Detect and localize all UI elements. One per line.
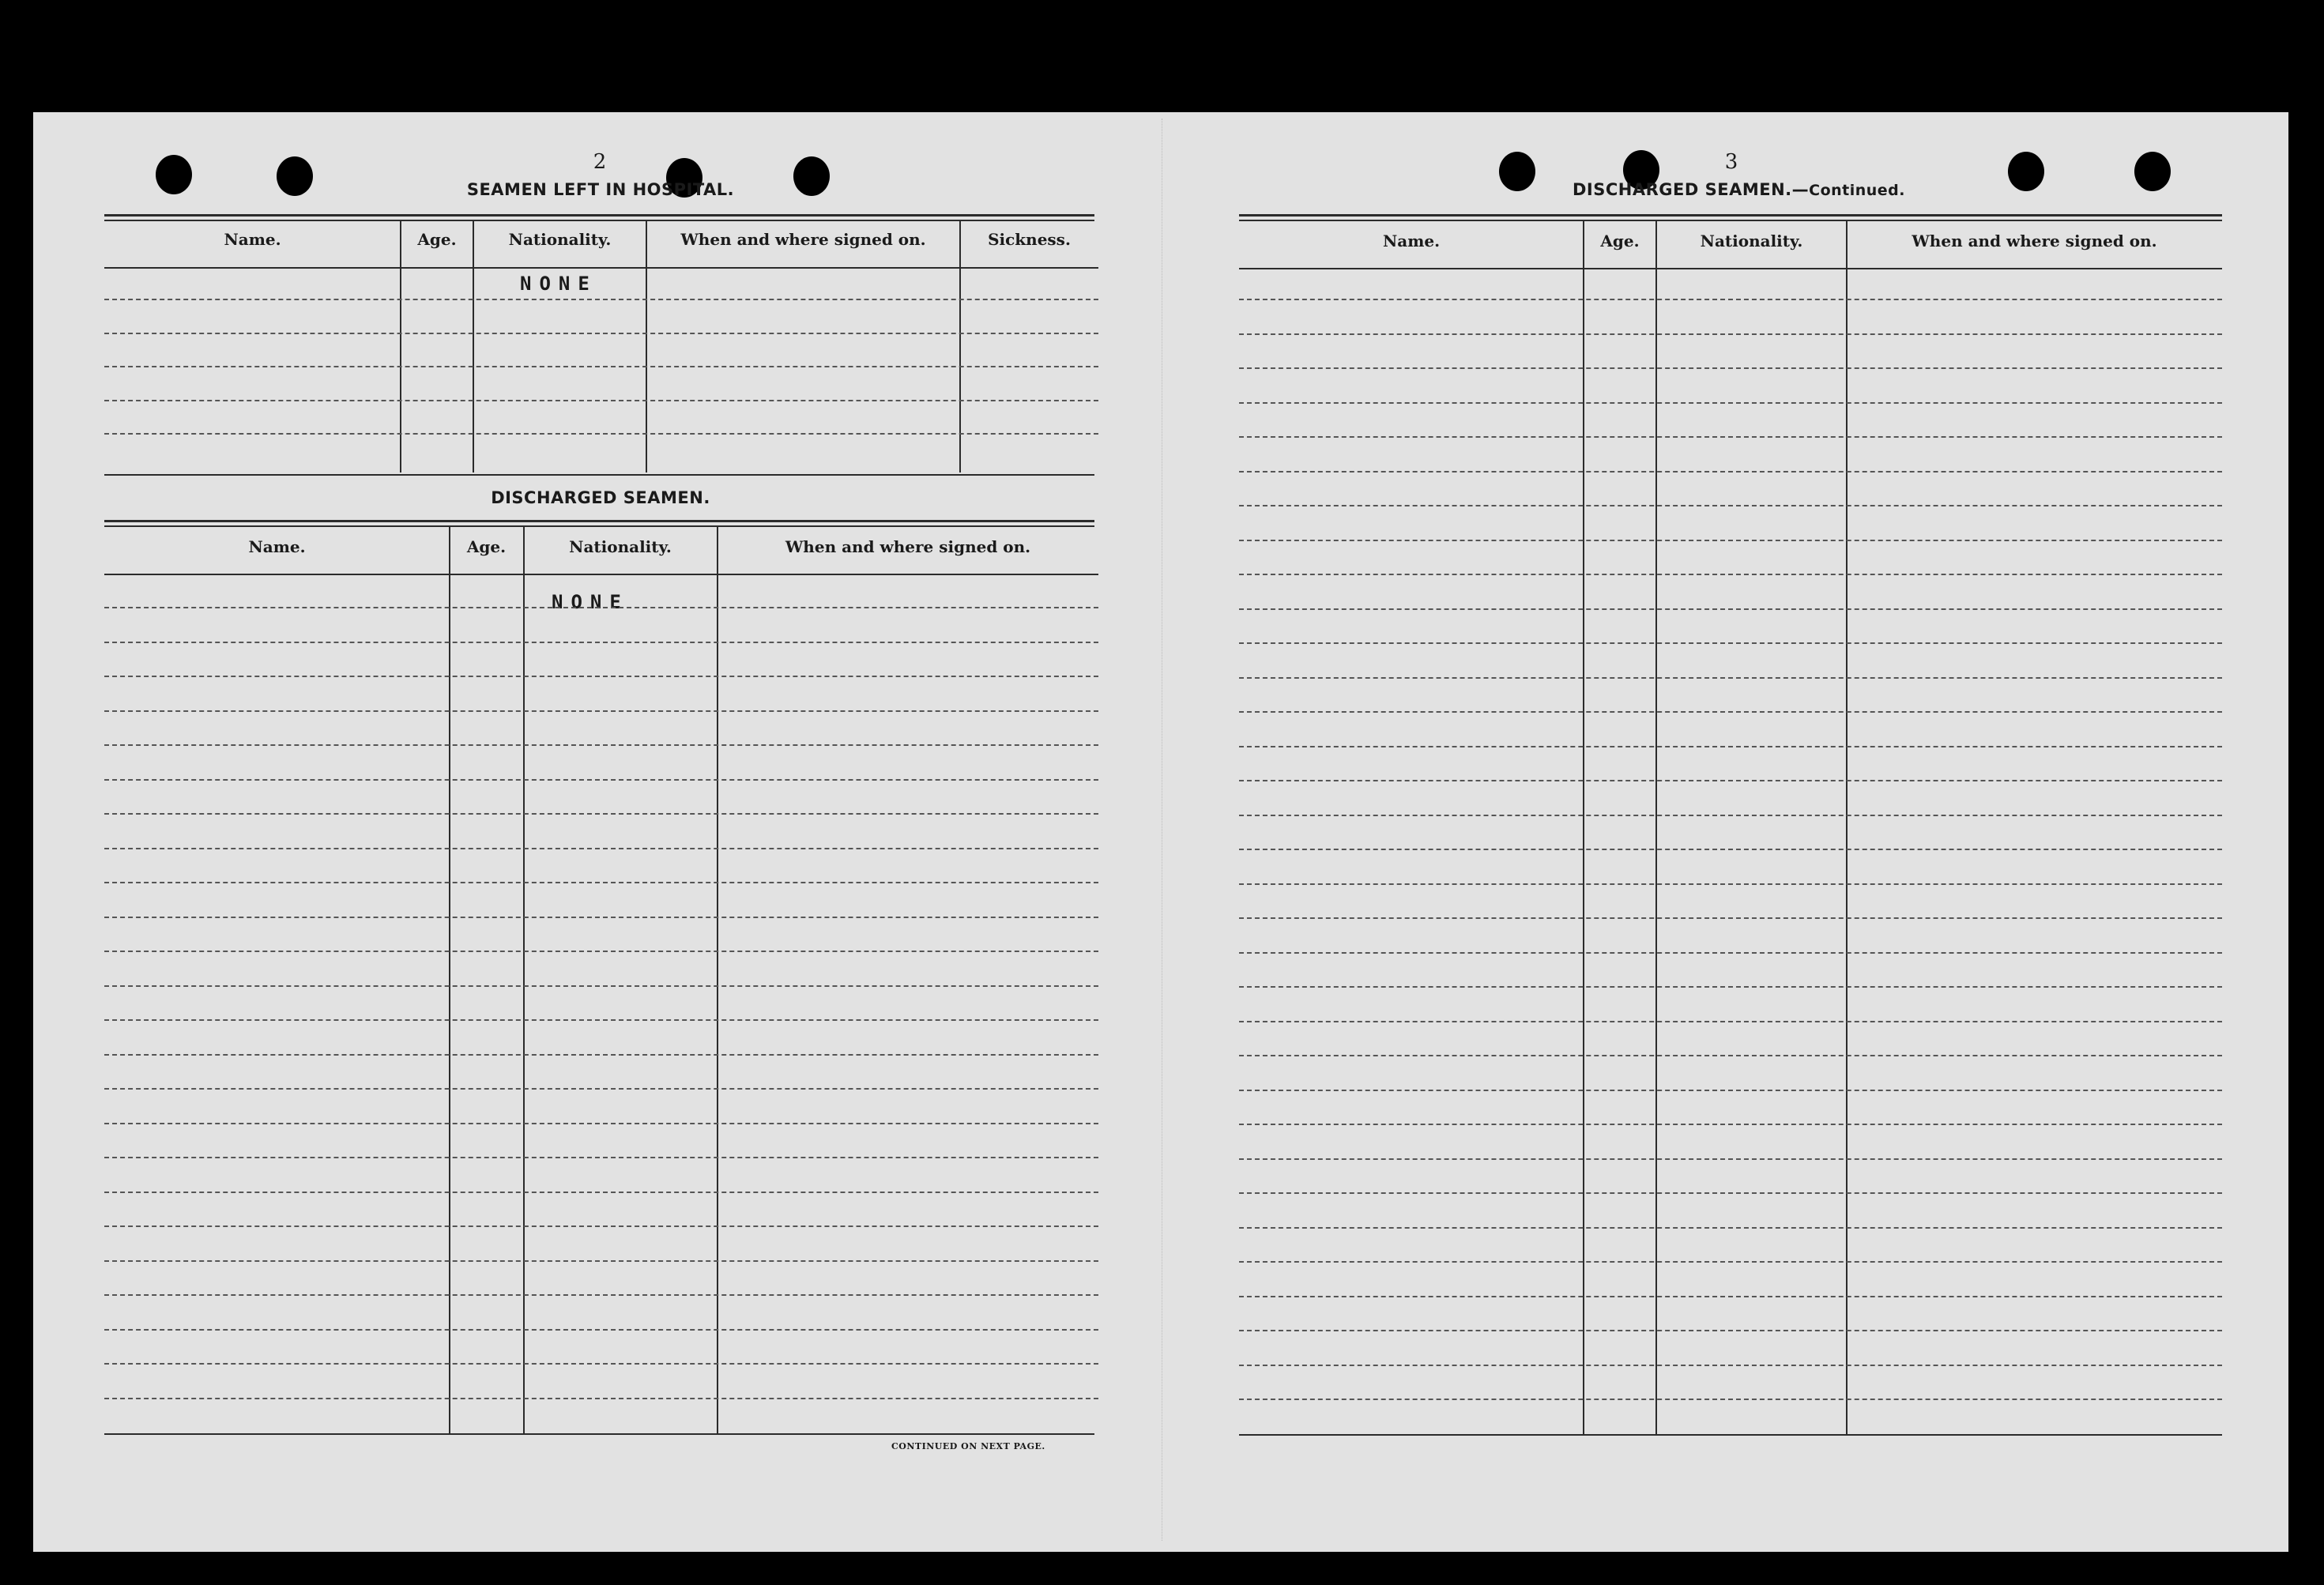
punch-hole	[1499, 152, 1535, 191]
hospital-table-bottom-rule	[104, 474, 1094, 476]
punch-hole	[2134, 152, 2171, 191]
ruled-line	[1239, 986, 2222, 988]
column-header-signed-on: When and where signed on.	[680, 230, 926, 249]
ruled-line	[1239, 883, 2222, 885]
punch-hole	[793, 156, 830, 196]
column-header-age: Age.	[1600, 232, 1640, 250]
right-header-rule	[1239, 268, 2222, 269]
ruled-line	[104, 1260, 1098, 1262]
ruled-line	[104, 1329, 1098, 1331]
ruled-line	[104, 951, 1098, 952]
ruled-line	[1239, 299, 2222, 300]
ruled-line	[104, 1363, 1098, 1365]
ruled-line	[104, 607, 1098, 608]
form-sheet	[33, 112, 2288, 1552]
hospital-table-top-rule	[104, 214, 1094, 221]
ruled-line	[104, 1054, 1098, 1056]
column-header-nationality: Nationality.	[1700, 232, 1803, 250]
ruled-line	[104, 299, 1098, 300]
ruled-line	[104, 985, 1098, 987]
column-divider	[717, 526, 718, 1433]
ruled-line	[1239, 1158, 2222, 1160]
title-main: DISCHARGED SEAMEN.—	[1573, 180, 1810, 199]
right-table-top-rule	[1239, 214, 2222, 221]
column-header-name: Name.	[1382, 232, 1441, 250]
column-header-sickness: Sickness.	[988, 230, 1071, 249]
column-divider	[449, 526, 450, 1433]
hospital-header-rule	[104, 267, 1098, 269]
column-divider	[959, 220, 961, 472]
ruled-line	[1239, 436, 2222, 438]
ruled-line	[1239, 815, 2222, 816]
ruled-line	[1239, 711, 2222, 713]
ruled-line	[104, 333, 1098, 334]
column-header-name: Name.	[224, 230, 281, 249]
right-table-bottom-rule	[1239, 1434, 2222, 1436]
ruled-line	[1239, 471, 2222, 472]
discharged-table-top-rule	[104, 520, 1094, 527]
discharged-table-bottom-rule	[104, 1433, 1094, 1435]
ruled-line	[104, 433, 1098, 435]
ruled-line	[1239, 1055, 2222, 1056]
ruled-line	[1239, 367, 2222, 369]
ruled-line	[1239, 746, 2222, 747]
column-divider	[646, 220, 647, 472]
ruled-line	[104, 366, 1098, 367]
column-header-nationality: Nationality.	[569, 537, 672, 556]
ruled-line	[104, 710, 1098, 712]
hospital-entry-none: NONE	[520, 273, 597, 295]
ruled-line	[1239, 677, 2222, 679]
ruled-line	[1239, 849, 2222, 850]
ruled-line	[104, 1019, 1098, 1021]
continued-footer: CONTINUED ON NEXT PAGE.	[891, 1441, 1045, 1451]
ruled-line	[104, 744, 1098, 746]
column-header-nationality: Nationality.	[508, 230, 612, 249]
punch-hole	[156, 155, 192, 194]
ruled-line	[104, 848, 1098, 849]
ruled-line	[1239, 574, 2222, 575]
ruled-line	[104, 1088, 1098, 1090]
ruled-line	[1239, 1124, 2222, 1125]
column-divider	[523, 526, 525, 1433]
column-header-age: Age.	[417, 230, 457, 249]
column-header-signed-on: When and where signed on.	[1912, 232, 2157, 250]
ruled-line	[1239, 540, 2222, 541]
column-divider	[473, 220, 474, 472]
ruled-line	[1239, 333, 2222, 335]
ruled-line	[104, 779, 1098, 781]
ruled-line	[1239, 780, 2222, 781]
column-header-signed-on: When and where signed on.	[785, 537, 1031, 556]
ruled-line	[104, 1192, 1098, 1193]
ruled-line	[104, 400, 1098, 401]
ruled-line	[104, 1225, 1098, 1227]
ruled-line	[1239, 608, 2222, 610]
ruled-line	[1239, 1090, 2222, 1091]
ruled-line	[104, 676, 1098, 677]
ruled-line	[104, 1294, 1098, 1296]
ruled-line	[1239, 1330, 2222, 1331]
ruled-line	[104, 882, 1098, 883]
ruled-line	[104, 642, 1098, 643]
discharged-header-rule	[104, 574, 1098, 575]
ruled-line	[104, 813, 1098, 815]
ruled-line	[1239, 1261, 2222, 1263]
ruled-line	[1239, 1365, 2222, 1366]
ruled-line	[104, 1123, 1098, 1124]
ruled-line	[1239, 1399, 2222, 1400]
discharged-continued-title	[1573, 180, 1905, 199]
discharged-section-title: DISCHARGED SEAMEN.	[491, 488, 710, 507]
ruled-line	[1239, 402, 2222, 404]
ruled-line	[104, 917, 1098, 918]
punch-hole	[2008, 152, 2044, 191]
ruled-line	[104, 1157, 1098, 1158]
ruled-line	[104, 1398, 1098, 1399]
ruled-line	[1239, 917, 2222, 919]
ruled-line	[1239, 1021, 2222, 1022]
column-header-name: Name.	[248, 537, 306, 556]
column-divider	[400, 220, 401, 472]
hospital-section-title: SEAMEN LEFT IN HOSPITAL.	[466, 180, 735, 199]
ruled-line	[1239, 1296, 2222, 1297]
discharged-entry-none: NONE	[552, 591, 629, 613]
ruled-line	[1239, 642, 2222, 644]
ruled-line	[1239, 505, 2222, 506]
page-number-left: 2	[593, 150, 607, 174]
page-number-right: 3	[1724, 150, 1738, 174]
column-header-age: Age.	[466, 537, 507, 556]
ruled-line	[1239, 1192, 2222, 1194]
punch-hole	[277, 156, 313, 196]
title-continued: Continued.	[1809, 182, 1906, 199]
ruled-line	[1239, 1227, 2222, 1229]
ruled-line	[1239, 952, 2222, 954]
